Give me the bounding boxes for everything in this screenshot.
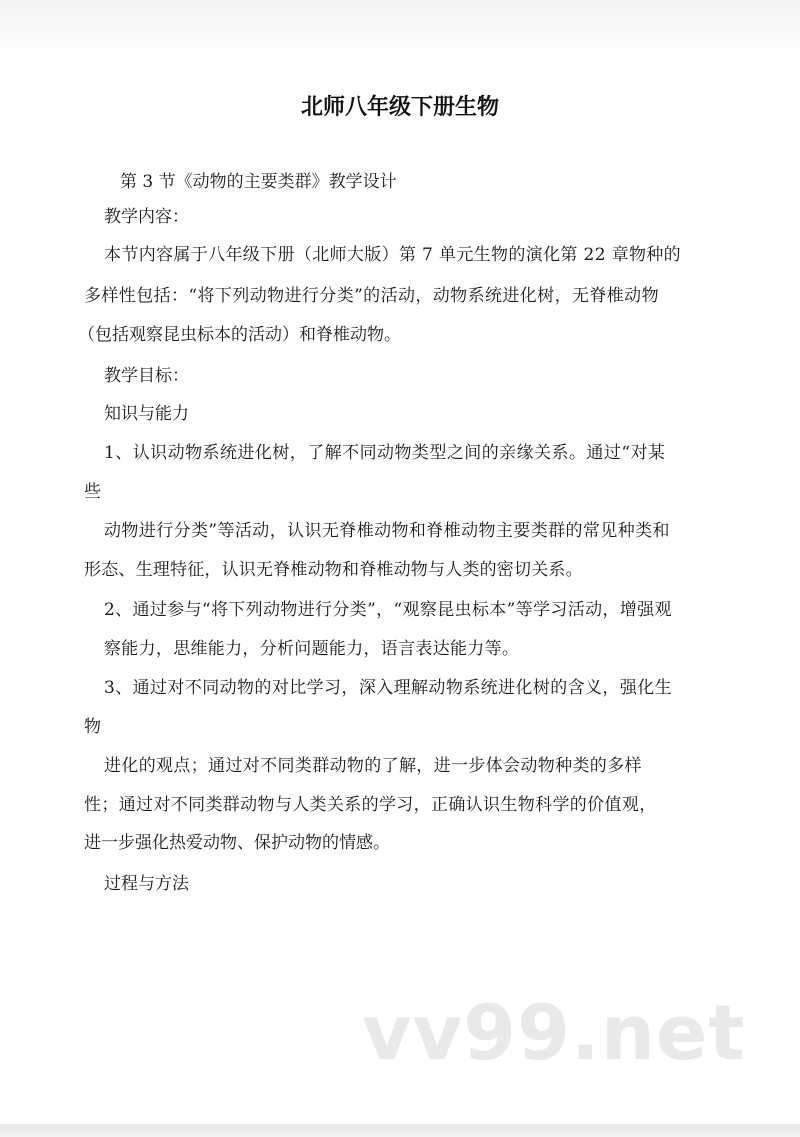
- watermark: vv99.net: [362, 988, 746, 1077]
- page-bottom-edge: [0, 1124, 800, 1137]
- paragraph-line: 察能力，思维能力，分析问题能力，语言表达能力等。: [104, 639, 520, 659]
- paragraph-line: 动物进行分类”等活动，认识无脊椎动物和脊椎动物主要类群的常见种类和: [104, 521, 670, 541]
- paragraph-line: 本节内容属于八年级下册（北师大版）第 7 单元生物的演化第 22 章物种的: [104, 245, 682, 265]
- paragraph-line: （包括观察昆虫标本的活动）和脊椎动物。: [78, 325, 401, 345]
- paragraph-line: 性；通过对不同类群动物与人类关系的学习，正确认识生物科学的价值观，: [84, 795, 657, 815]
- paragraph-line: 形态、生理特征，认识无脊椎动物和脊椎动物与人类的密切关系。: [84, 560, 583, 580]
- paragraph-line: 多样性包括：“将下列动物进行分类”的活动，动物系统进化树，无脊椎动物: [84, 286, 659, 306]
- document-title: 北师八年级下册生物: [300, 95, 499, 120]
- goal-item-3-wrap: 物: [84, 717, 101, 737]
- section-heading: 第 3 节《动物的主要类群》教学设计: [120, 172, 397, 192]
- goal-item-3: 3、通过对不同动物的对比学习，深入理解动物系统进化树的含义，强化生: [104, 678, 673, 698]
- knowledge-ability-label: 知识与能力: [104, 404, 189, 424]
- teaching-goals-label: 教学目标：: [104, 366, 189, 386]
- goal-item-1: 1、认识动物系统进化树，了解不同动物类型之间的亲缘关系。通过“对某: [104, 443, 666, 463]
- teaching-content-label: 教学内容：: [104, 207, 189, 227]
- process-method-label: 过程与方法: [104, 874, 189, 894]
- paragraph-line: 进一步强化热爱动物、保护动物的情感。: [84, 833, 390, 853]
- goal-item-2: 2、通过参与“将下列动物进行分类”，“观察昆虫标本”等学习活动，增强观: [104, 600, 672, 620]
- goal-item-1-wrap: 些: [84, 482, 101, 502]
- page-top-shadow: [0, 0, 800, 58]
- paragraph-line: 进化的观点；通过对不同类群动物的了解，进一步体会动物种类的多样: [104, 756, 642, 776]
